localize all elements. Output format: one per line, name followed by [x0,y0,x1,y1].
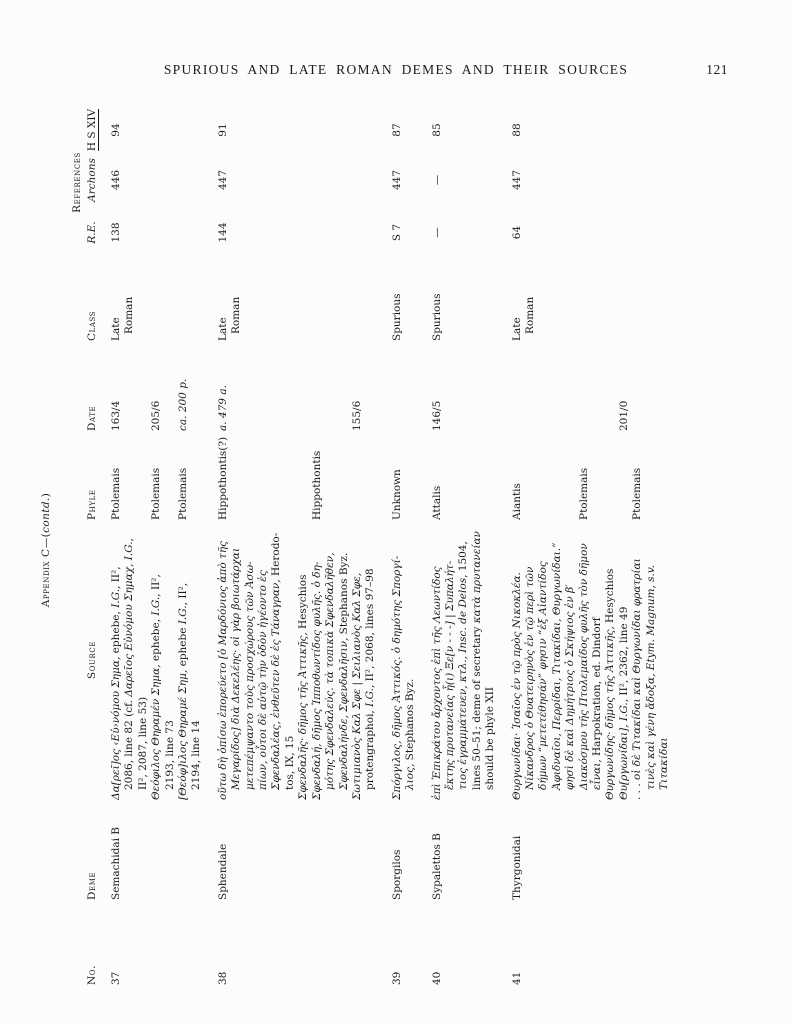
source-line [110,520,123,800]
source-text: κατὰ πρυτανείαν [470,531,483,624]
cell-phyle: Hippothontis(?) [216,436,229,520]
source-text: lines 50–51; deme of secretary [470,623,483,790]
class-line: Roman [230,296,243,334]
page-title: SPURIOUS AND LATE ROMAN DEMES AND THEIR SOURCES [163,62,629,77]
source-text: Θυ[ργωνίδαι], I.G. [617,702,630,800]
source-line [524,520,537,800]
source-entry [604,520,617,800]
source-line [404,520,417,800]
source-entry [217,520,297,800]
source-text: φησὶ δὲ καὶ Δημήτριος ὁ Σκήψιος ἐν β′ [564,584,577,790]
table-body-wrap [70,105,671,995]
cell-date: ca. 200 p. [177,378,190,431]
source-line [270,520,283,800]
source-line [511,520,524,800]
source-text: Herodo- [270,532,283,580]
cell-phyle: Hippothontis [310,450,323,520]
source-line [457,520,470,800]
cell-phyle: Attalis [430,485,443,520]
caption-contd: contd. [40,497,52,533]
source-entry [631,520,671,800]
cell-deme: Sporgilos [390,849,403,900]
source-line [297,520,310,800]
source-entry [150,520,177,800]
cell-phyle: Ptolemais [177,467,190,520]
source-text: εἶναι, [591,759,603,790]
source-text: 2086, line 82 (cf. [123,696,136,790]
source-text: Ἀφιδναῖοι, Περρίδαι, Τιτακίδαι, Θυργωνίδαι.” [550,542,563,790]
source-line [578,520,591,800]
cell-no: 40 [430,971,443,985]
source-line [324,520,337,800]
cell-hsxiv: 88 [510,123,523,137]
table-row [391,105,418,995]
class-line: Late [216,317,229,341]
table-row [511,105,672,995]
source-line [591,520,604,800]
cell-class [431,260,444,345]
source-line [658,520,671,800]
source-text: I.G. [364,688,377,707]
cell-deme: Semachidai B [110,826,122,900]
cell-no: 37 [110,971,122,985]
cell-phyle: Aiantis [510,483,523,520]
source-line [123,520,136,800]
cell-archons: 447 [216,169,229,191]
source-line [537,520,550,800]
source-text: , [123,538,136,542]
source-text: [Θεόφ]ιλος Θηραμέ Σημ, [177,669,190,800]
cell-phyle: Unknown [390,469,403,520]
source-text: , II², [150,574,163,597]
source-text: Σφενδαλέας, ἐνθεῦτεν δὲ ἐς Τάναγραν, [270,579,283,790]
source-entry [391,520,418,800]
source-text: should be phyle XII [484,686,497,790]
table-row [431,105,498,995]
source-text: 2193, line 73 [163,720,176,790]
source-text: Διακόσμου τῆς Πτολεμαίδος φυλῆς τὸν δῆμον [577,543,590,790]
source-text: Σωτιμιανὸς Καλ Σφε | Σειλιανὸς Καλ Σφε, [350,572,363,800]
col-header-no: No. [86,964,98,985]
source-line [471,520,484,800]
source-text: Hesychios [604,568,617,627]
source-entry [578,520,605,800]
source-line [284,520,297,800]
source-text: ephebe [177,624,190,670]
source-text: , II², [177,582,190,606]
cell-hsxiv: 87 [390,123,403,137]
cell-hsxiv: 91 [216,123,229,137]
cell-phyle: Ptolemais [150,467,163,520]
col-header-re: R.E. [86,221,98,244]
source-text: Hesychios [297,574,310,633]
source-text: Harpokration, ed. Dindorf [591,617,603,760]
source-line [618,520,631,800]
source-text: Θεόφιλος Θηραμέν Σημα, [150,664,163,800]
source-text: , 1504, [457,541,470,578]
col-header-class: Class [86,310,98,341]
cell-deme: Sypalettos B [430,833,443,900]
source-line [244,520,257,800]
source-line [164,520,177,800]
col-header-archons: Archons [86,158,98,202]
source-line [631,520,644,800]
source-line [431,520,444,800]
table-row [217,105,378,995]
hsxiv-underlined: H S XIV [86,108,98,152]
cell-date: a. 479 a. [216,385,229,431]
source-text: 2194, line 14 [190,720,203,790]
source-text: I.G. [177,605,190,625]
source-line [444,520,457,800]
source-line [230,520,243,800]
cell-re: — [430,227,443,238]
table-row [110,105,204,995]
source-line [338,520,351,800]
col-header-phyle: Phyle [86,489,98,520]
cell-deme: Thyrgonidai [510,835,523,900]
source-entry [311,520,351,800]
source-text: Stephanos Byz. [404,678,417,764]
source-entry [177,520,204,800]
source-entry [110,520,150,800]
table-rows [110,105,671,995]
source-line [137,520,150,800]
cell-archons: 446 [110,169,122,191]
source-text: . . . [631,779,644,800]
cell-re: 138 [110,222,122,243]
cell-date: 201/0 [617,400,630,431]
col-header-hsxiv [85,105,100,155]
table-header [70,105,100,995]
source-text: Σπόργιλος, δῆμος Ἀττικός. ὁ δημότης Σποργί- [390,555,403,800]
cell-phyle: Ptolemais [631,467,644,520]
source-line [551,520,564,800]
source-text: s.v. [644,565,657,582]
source-line [351,520,364,800]
cell-date: 155/6 [350,400,363,431]
source-text: Θυργωνίδης· δῆμος τῆς Ἀττικῆς, [604,626,617,800]
source-text: II², 2087, line 53) [136,696,149,790]
source-line [311,520,324,800]
source-text: , II², 2068, lines 97–98 [364,568,377,689]
cell-no: 41 [510,971,523,985]
source-text: οὕτω δὴ ὀπίσω ἐπορεύετο [ὁ Μαρδόνιος ἀπὸ τῆς [216,540,229,800]
cell-no: 38 [216,971,229,985]
page-number: 121 [706,62,728,77]
source-text: Θυργωνίδαι· Ἰσαῖος ἐν τῷ πρὸς Νικοκλέα. [510,572,523,800]
col-header-source: Source [86,640,98,680]
source-text: Δαρεῖος Εὐνόμου Σημαχ, I.G. [123,541,136,697]
cell-phyle: Ptolemais [110,467,122,520]
source-text: τινὲς καὶ γένη ἄδοξα, Etym. Magnum [644,588,657,790]
class-line: Roman [523,296,536,334]
col-header-date: Date [86,405,98,431]
source-text: πίων, οὗτοι δὲ αὐτῷ τὴν ὁδὸν ἡγέοντο ἐς [257,570,270,790]
source-text: , II², [110,566,122,589]
cell-date: 146/5 [430,400,443,431]
cell-class [511,260,538,345]
appendix-table [40,90,700,1010]
source-text: , [644,581,657,589]
cell-deme: Sphendale [216,843,229,900]
source-entry [431,520,498,800]
class-line: Spurious [430,293,443,341]
source-line [364,520,377,800]
cell-archons: — [430,174,443,186]
source-text: Stephanos Byz. [337,552,350,638]
class-line: Late [510,317,523,341]
cell-re: S 7 [390,223,403,242]
source-line [217,520,230,800]
caption-appendix: Appendix C [40,548,52,608]
source-text: I.G. [110,588,122,608]
caption-dash: —( [40,532,52,549]
source-text: Μεγαρίδος] διὰ Δεκελέης· οἱ γὰρ βοιωτάρχαι [230,547,243,790]
source-text: Σφενδαλῆς· δῆμος τῆς Ἀττικῆς, [297,632,310,800]
class-line: Spurious [390,293,403,341]
cell-class [391,260,404,345]
source-text: ἕκτης πρυτανείας ἧ(ι) Ξε[ν - - -] | Συπαλήτ- [443,560,456,790]
cell-no: 39 [390,971,403,985]
cell-class [217,260,244,345]
source-line [257,520,270,800]
source-text: I.G. [150,596,163,616]
rotated-table-region [40,88,700,1008]
class-line: Roman [123,296,136,334]
source-text: ephebe, [110,607,122,657]
source-text: λιος, [404,763,417,790]
col-header-deme: Deme [86,871,98,900]
cell-re: 64 [510,225,523,240]
source-line [190,520,203,800]
cell-date: 163/4 [110,400,122,431]
source-entry [351,520,378,800]
table-caption [40,90,52,1010]
cell-hsxiv: 94 [110,123,122,137]
source-text: μετεπέμψαντο τοὺς προσχώρους τῶν Ἀσω- [243,561,256,790]
source-entry [511,520,578,800]
cell-class [110,260,137,345]
source-entry [297,520,310,800]
caption-close: ) [40,492,52,498]
source-text: ephebe, [150,615,163,665]
source-line [564,520,577,800]
source-text: Δα[ρεῖ]ος ‹Εὐ›νόμου Σημα, [110,656,122,800]
source-text: μότης Σφενδαλεύς. τὰ τοπικὰ Σφενδαλῆθεν, [324,552,337,790]
source-line [604,520,617,800]
source-text: Νίκανδρος ὁ Θυατειρηνὸς ἐν τῷ περὶ τῶν [523,566,536,790]
source-text: protengraphoi, [364,706,377,790]
cell-archons: 447 [510,169,523,191]
source-text: Σφενδαλήνδε, Σφενδαλῆσιν, [337,637,350,790]
cell-re: 144 [216,222,229,243]
source-text: ἐπὶ Ἐπικράτου ἄρχοντος ἐπὶ τῆς Λεωντίδος [430,566,443,800]
source-line [150,520,163,800]
cell-archons: 447 [390,169,403,191]
cell-hsxiv: 85 [430,123,443,137]
class-line: Late [110,317,122,341]
source-text: tos, IX, 15 [283,735,296,790]
cell-date: 205/6 [150,400,163,431]
col-header-references: References [71,152,83,213]
source-text: οἱ δὲ Τιτακίδαι καὶ Θυργωνίδαι φρατρίαι [631,558,644,780]
source-line [645,520,658,800]
source-text: δήμων “μετετέθησάν” φησιν “ἐξ Αἰαντίδος [537,561,550,790]
source-line [484,520,497,800]
source-line [391,520,404,800]
cell-phyle: Ptolemais [577,467,590,520]
source-line [177,520,190,800]
source-text: Τιτακίδαι [658,737,671,790]
source-entry [618,520,631,800]
source-text: , II², 2362, line 49 [617,606,630,703]
source-text: τιος ἐγραμμάτευεν, κτλ., Insc. de Delos [457,577,470,790]
source-text: Σφενδαλή, δῆμος Ἱπποθωντίδος φυλῆς. ὁ δη- [310,561,323,800]
